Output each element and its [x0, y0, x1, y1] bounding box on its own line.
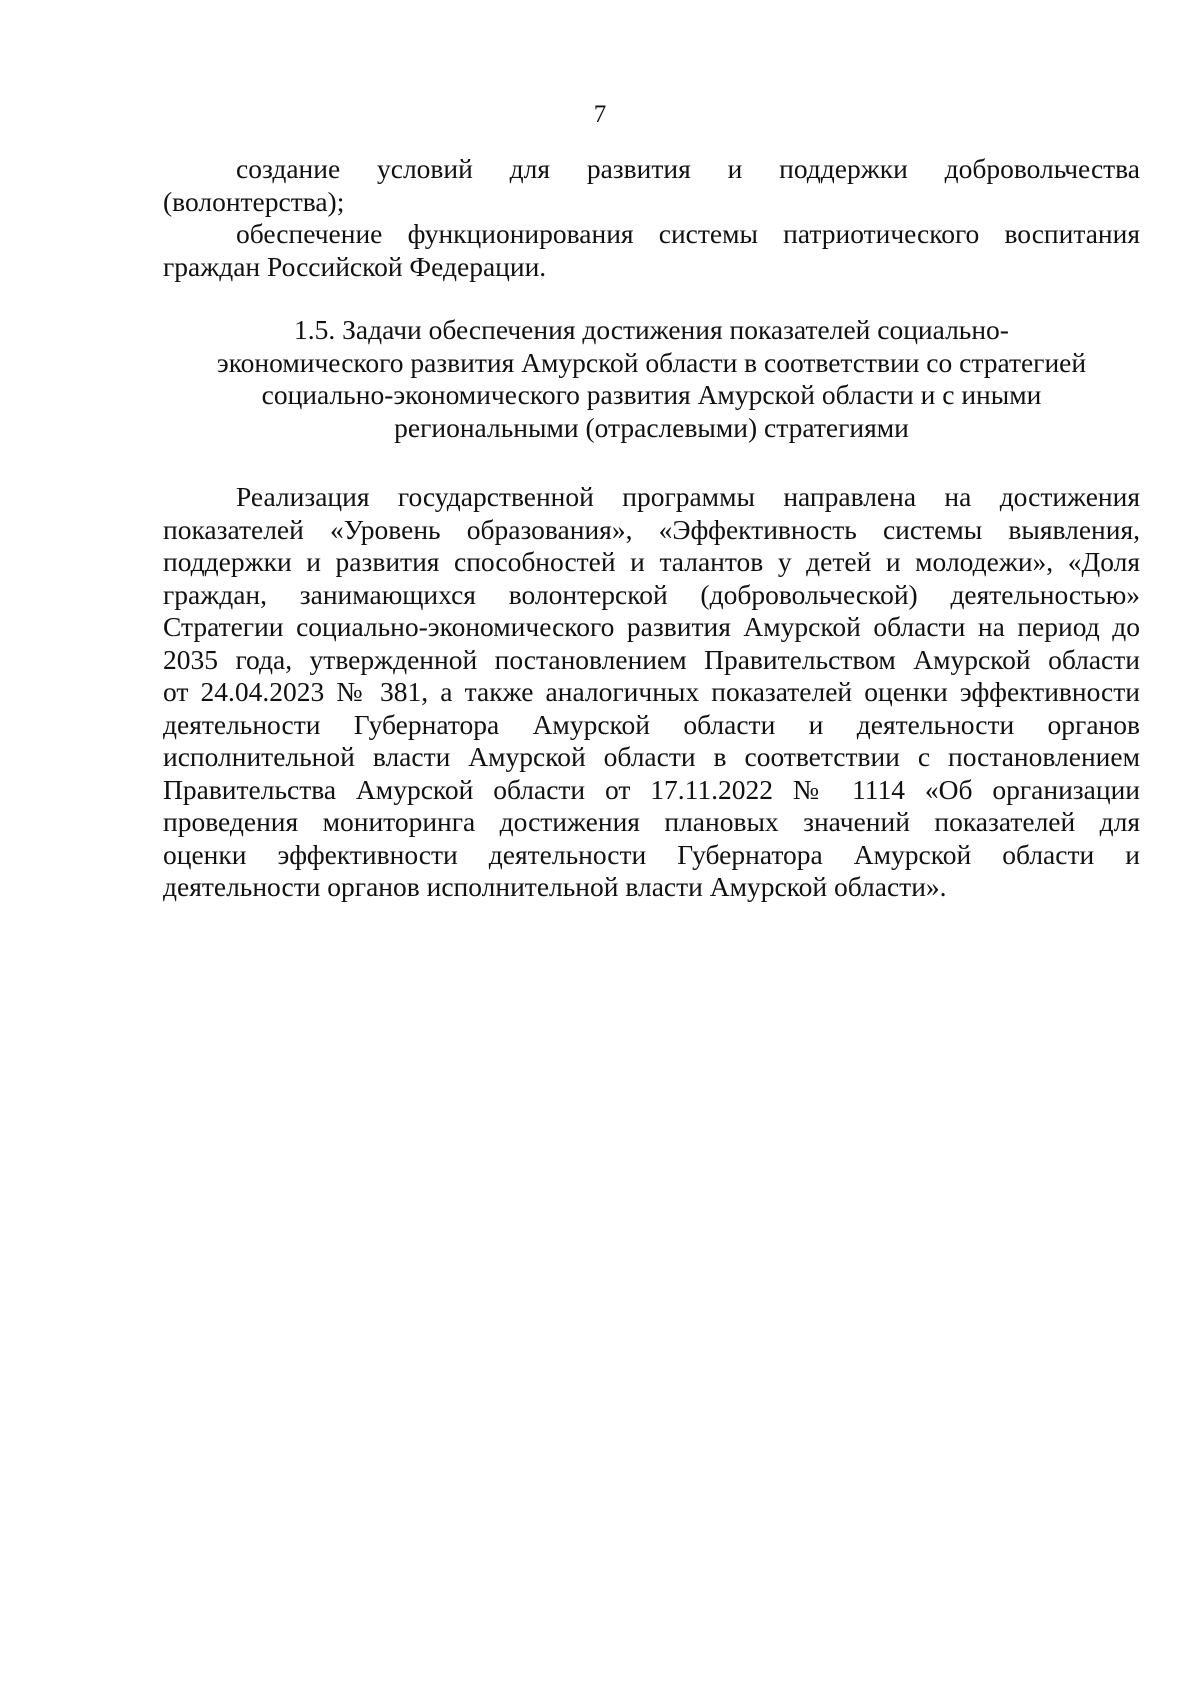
- page-number: 7: [593, 101, 607, 128]
- intro-line: (волонтерства);: [163, 185, 345, 217]
- section-heading-line: экономического развития Амурской области в соответствии со стратегией: [216, 346, 1087, 378]
- paragraph-line: исполнительной власти Амурской области в соответствии с постановлением: [163, 741, 1140, 772]
- intro-line: обеспечение функционирования системы патриотического воспитания: [236, 218, 1140, 249]
- paragraph-line: 2035 года, утвержденной постановлением Правительством Амурской области: [163, 643, 1140, 675]
- section-heading-line: социально-экономического развития Амурской области и с иными: [261, 379, 1042, 410]
- intro-line: создание условий для развития и поддержки добровольчества: [236, 153, 1140, 184]
- paragraph-line: деятельности Губернатора Амурской области и деятельности органов: [163, 708, 1140, 740]
- paragraph-line: Правительства Амурской области от 17.11.2022 № 1114 «Об организации: [163, 773, 1140, 805]
- paragraph-line: Стратегии социально-экономического развития Амурской области на период до: [163, 611, 1140, 642]
- paragraph-line: Реализация государственной программы направлена на достижения: [236, 481, 1140, 512]
- paragraph-line: проведения мониторинга достижения плановых значений показателей для: [163, 806, 1140, 837]
- paragraph-line: поддержки и развития способностей и талантов у детей и молодежи», «Доля: [163, 546, 1140, 577]
- paragraph-line: оценки эффективности деятельности Губернатора Амурской области и: [163, 838, 1140, 870]
- intro-line: граждан Российской Федерации.: [163, 250, 547, 282]
- paragraph-line: деятельности органов исполнительной власти Амурской области».: [163, 871, 947, 902]
- section-heading: [163, 314, 1140, 444]
- intro-text-block: [163, 153, 1140, 283]
- paragraph-line: от 24.04.2023 № 381, а также аналогичных показателей оценки эффективности: [163, 676, 1140, 707]
- paragraph-line: показателей «Уровень образования», «Эффективность системы выявления,: [163, 513, 1140, 545]
- section-heading-line: региональными (отраслевыми) стратегиями: [394, 411, 909, 443]
- section-heading-line: 1.5. Задачи обеспечения достижения показателей социально-: [294, 314, 1009, 345]
- paragraph-line: граждан, занимающихся волонтерской (добровольческой) деятельностью»: [163, 578, 1140, 610]
- section-paragraph: [163, 481, 1140, 904]
